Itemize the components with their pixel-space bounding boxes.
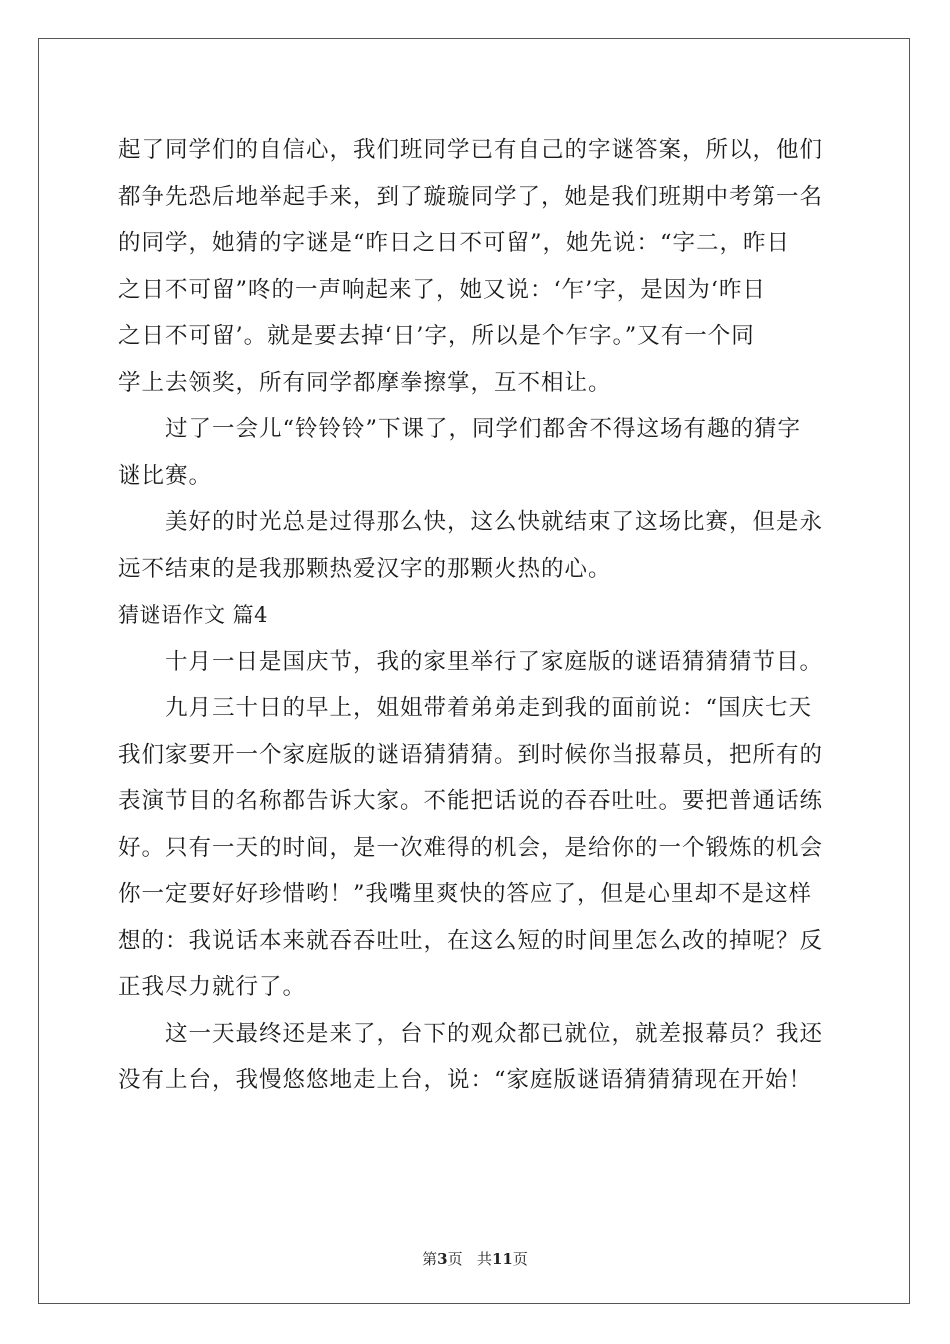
paragraph-4 (118, 639, 832, 686)
text-line: 想的：我说话本来就吞吞吐吐，在这么短的时间里怎么改的掉呢？反 (118, 927, 824, 954)
paragraph-5 (118, 685, 832, 1011)
paragraph-2 (118, 406, 832, 499)
total-pages: 11 (491, 1250, 513, 1268)
text-line: 起了同学们的自信心，我们班同学已有自己的字谜答案，所以，他们 (118, 137, 824, 163)
document-body (118, 127, 832, 1104)
text-line: 学上去领奖，所有同学都摩拳擦掌，互不相让。 (118, 369, 612, 396)
paragraph-6 (118, 1011, 832, 1104)
text-line: 好。只有一天的时间，是一次难得的机会，是给你的一个锻炼的机会 (118, 834, 824, 861)
text-line: 过了一会儿“铃铃铃”下课了，同学们都舍不得这场有趣的猜字 (165, 416, 802, 442)
text-line: 的同学，她猜的字谜是“昨日之日不可留”，她先说：“字二，昨日 (118, 230, 791, 256)
page-footer (0, 1248, 950, 1269)
section-heading: 猜谜语作文 篇4 (118, 603, 269, 627)
text-line: 你一定要好好珍惜哟！”我嘴里爽快的答应了，但是心里却不是这样 (118, 881, 813, 907)
text-line: 之日不可留”咚的一声响起来了，她又说：‘乍’字，是因为‘昨日 (118, 276, 766, 303)
page-number: 3 (437, 1250, 448, 1268)
page-prefix: 第 (422, 1250, 438, 1268)
page-suffix: 页 (447, 1250, 463, 1268)
text-line: 这一天最终还是来了，台下的观众都已就位，就差报幕员？我还 (165, 1020, 824, 1047)
text-line: 表演节目的名称都告诉大家。不能把话说的吞吞吐吐。要把普通话练 (118, 788, 824, 814)
total-suffix: 页 (512, 1250, 528, 1268)
text-line: 都争先恐后地举起手来，到了璇璇同学了，她是我们班期中考第一名 (118, 183, 824, 210)
total-prefix: 共 (476, 1250, 492, 1268)
text-line: 没有上台，我慢悠悠地走上台，说：“家庭版谜语猜猜猜现在开始！ (118, 1067, 813, 1093)
text-line: 九月三十日的早上，姐姐带着弟弟走到我的面前说：“国庆七天 (165, 695, 813, 721)
text-line: 谜比赛。 (118, 462, 213, 489)
text-line: 之日不可留’。就是要去掉‘日’字，所以是个乍字。”又有一个同 (118, 323, 755, 349)
text-line: 我们家要开一个家庭版的谜语猜猜猜。到时候你当报幕员，把所有的 (118, 741, 824, 768)
paragraph-1 (118, 127, 832, 406)
paragraph-3 (118, 499, 832, 592)
text-line: 十月一日是国庆节，我的家里举行了家庭版的谜语猜猜猜节目。 (165, 648, 824, 675)
text-line: 美好的时光总是过得那么快，这么快就结束了这场比赛，但是永 (165, 509, 824, 535)
text-line: 正我尽力就行了。 (118, 974, 307, 1000)
text-line: 远不结束的是我那颗热爱汉字的那颗火热的心。 (118, 555, 612, 582)
